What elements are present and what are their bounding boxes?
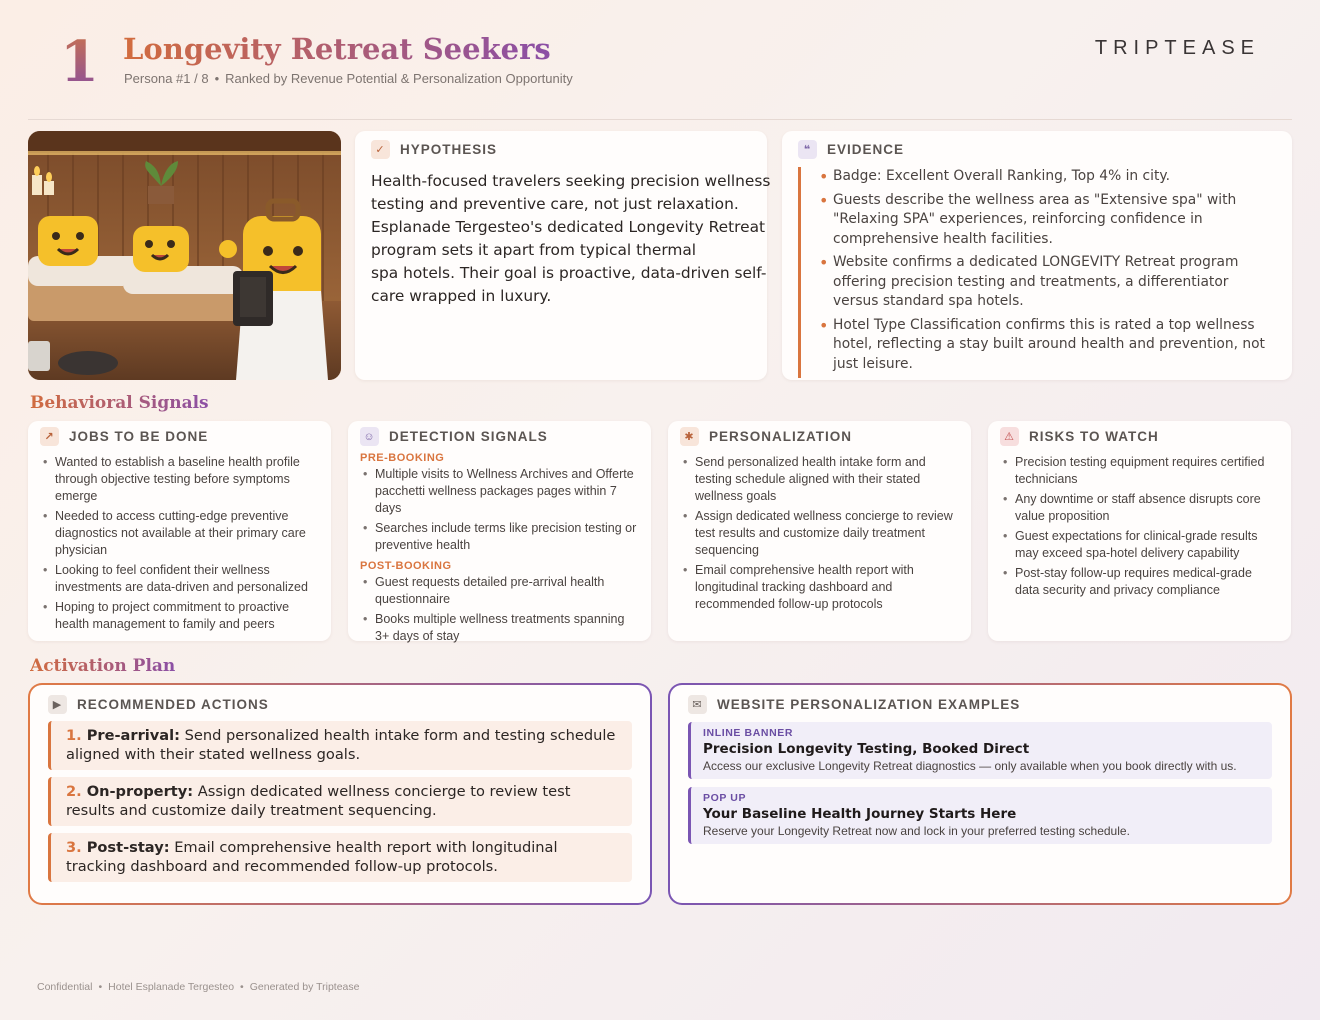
activation-plan-title: Activation Plan (30, 656, 176, 676)
list-item: • Precision testing equipment requires certified technicians (1000, 454, 1279, 488)
actions-heading: RECOMMENDED ACTIONS (77, 697, 269, 712)
list-item: • Guest requests detailed pre-arrival health questionnaire (360, 574, 639, 608)
website-personalization-card (668, 683, 1292, 905)
list-item: • Email comprehensive health report with longitudinal tracking dashboard and recommended follow-up protocols (680, 562, 959, 613)
action-label: Post-stay: (86, 839, 170, 856)
detection-signals-card (348, 421, 651, 641)
risks-card (988, 421, 1291, 641)
list-item: • Hoping to project commitment to proactive health management to family and peers (40, 599, 319, 633)
persona-illustration (28, 131, 341, 380)
header (0, 0, 1320, 120)
list-item: • Searches include terms like precision testing or preventive health (360, 520, 639, 554)
pre-booking-label: PRE-BOOKING (360, 452, 445, 464)
play-icon: ▶ (48, 695, 67, 714)
action-text: Send personalized health intake form and testing schedule aligned with their stated wellness goals. (66, 727, 616, 763)
spa-illustration-icon (28, 131, 341, 380)
list-item: • Any downtime or staff absence disrupts core value proposition (1000, 491, 1279, 525)
website-heading: WEBSITE PERSONALIZATION EXAMPLES (717, 697, 1021, 712)
hypothesis-heading: HYPOTHESIS (400, 142, 498, 157)
example-type: INLINE BANNER (703, 727, 794, 739)
page-title: Longevity Retreat Seekers (123, 32, 551, 66)
hypothesis-line: spa hotels. Their goal is proactive, data-driven self- (371, 264, 767, 282)
warning-icon: ⚠ (1000, 427, 1019, 446)
personalization-header (680, 427, 959, 446)
persona-counter: Persona #1 / 8 (124, 71, 209, 86)
detection-heading: DETECTION SIGNALS (389, 429, 548, 444)
hypothesis-header (371, 140, 751, 159)
evidence-list (815, 167, 1278, 374)
footer: Confidential • Hotel Esplanade Tergesteo • Generated by Triptease (37, 981, 360, 993)
action-number: 1. (66, 727, 82, 744)
jobs-header (40, 427, 319, 446)
footer-hotel: Hotel Esplanade Tergesteo (108, 981, 235, 993)
personalization-list (680, 454, 959, 613)
behavioral-signals-title: Behavioral Signals (30, 393, 209, 413)
evidence-card (782, 131, 1292, 380)
check-icon: ✓ (371, 140, 390, 159)
list-item: • Needed to access cutting-edge preventive diagnostics not available at their primary care physician (40, 508, 319, 559)
brand-logo: TRIPTEASE (1094, 37, 1260, 59)
action-number: 3. (66, 839, 82, 856)
jobs-heading: JOBS TO BE DONE (69, 429, 209, 444)
list-item: • Looking to feel confident their wellness investments are data-driven and personalized (40, 562, 319, 596)
example-body: Reserve your Longevity Retreat now and lock in your preferred testing schedule. (703, 824, 1130, 838)
list-item: • Send personalized health intake form and testing schedule aligned with their stated wellness goals (680, 454, 959, 505)
quote-icon: ❝ (798, 140, 817, 159)
jobs-to-be-done-card (28, 421, 331, 641)
footer-confidential: Confidential (37, 981, 93, 993)
action-label: Pre-arrival: (86, 727, 180, 744)
list-item: • Assign dedicated wellness concierge to review test results and customize daily treatment sequencing (680, 508, 959, 559)
evidence-item: • Guests describe the wellness area as "Extensive spa" with "Relaxing SPA" experiences, reinforcing confidence in comprehensive health facilities. (815, 191, 1278, 250)
hypothesis-card (355, 131, 771, 380)
action-item (48, 721, 632, 770)
example-headline: Precision Longevity Testing, Booked Direct (703, 741, 1030, 757)
page-subtitle: Persona #1 / 8 • Ranked by Revenue Potential & Personalization Opportunity (124, 71, 573, 86)
jobs-list (40, 454, 319, 633)
detection-header (360, 427, 639, 446)
list-item: • Multiple visits to Wellness Archives and Offerte pacchetti wellness packages pages within 7 days (360, 466, 639, 517)
action-label: On-property: (86, 783, 194, 800)
evidence-body (798, 167, 1278, 378)
mail-icon: ✉ (688, 695, 707, 714)
action-item (48, 777, 632, 826)
example-headline: Your Baseline Health Journey Starts Here (703, 806, 1017, 822)
list-item: • Post-stay follow-up requires medical-grade data security and privacy compliance (1000, 565, 1279, 599)
list-item: • Guest expectations for clinical-grade results may exceed spa-hotel delivery capability (1000, 528, 1279, 562)
example-body: Access our exclusive Longevity Retreat diagnostics — only available when you book directly with us. (703, 759, 1237, 773)
hypothesis-line: Health-focused travelers seeking precision wellness (371, 172, 771, 190)
footer-generated: Generated by Triptease (249, 981, 360, 993)
website-example (688, 787, 1272, 844)
evidence-header (798, 140, 1276, 159)
website-example (688, 722, 1272, 779)
example-type: POP UP (703, 792, 747, 804)
action-text: Email comprehensive health report with longitudinal tracking dashboard and recommended follow-up protocols. (66, 839, 558, 875)
arrow-up-right-icon: ↗ (40, 427, 59, 446)
action-text: Assign dedicated wellness concierge to review test results and customize daily treatment sequencing. (66, 783, 571, 819)
evidence-item: • Website confirms a dedicated LONGEVITY Retreat program offering precision testing and treatments, a differentiator versus standard spa hotels. (815, 253, 1278, 312)
pre-booking-list (360, 466, 639, 554)
smile-icon: ☺ (360, 427, 379, 446)
persona-number: 1 (60, 29, 99, 95)
risks-list (1000, 454, 1279, 599)
recommended-actions-card (28, 683, 652, 905)
personalization-heading: PERSONALIZATION (709, 429, 852, 444)
header-divider (28, 119, 1292, 120)
hypothesis-line: Esplanade Tergesteo's dedicated Longevity Retreat (371, 218, 766, 236)
action-item (48, 833, 632, 882)
post-booking-label: POST-BOOKING (360, 560, 452, 572)
hypothesis-line: testing and preventive care, not just relaxation. (371, 195, 739, 213)
list-item: • Wanted to establish a baseline health profile through objective testing before symptoms emerge (40, 454, 319, 505)
post-booking-list (360, 574, 639, 645)
personalization-card (668, 421, 971, 641)
hypothesis-text (371, 170, 771, 308)
list-item: • Books multiple wellness treatments spanning 3+ days of stay (360, 611, 639, 645)
ranking-note: Ranked by Revenue Potential & Personalization Opportunity (225, 71, 573, 86)
evidence-item: • Hotel Type Classification confirms this is rated a top wellness hotel, reflecting a stay built around health and prevention, not just leisure. (815, 316, 1278, 375)
actions-header (48, 695, 632, 714)
action-number: 2. (66, 783, 82, 800)
website-header (688, 695, 1272, 714)
hypothesis-line: care wrapped in luxury. (371, 287, 552, 305)
risks-heading: RISKS TO WATCH (1029, 429, 1159, 444)
hypothesis-line: program sets it apart from typical thermal (371, 241, 697, 259)
evidence-item: • Badge: Excellent Overall Ranking, Top 4% in city. (815, 167, 1278, 187)
risks-header (1000, 427, 1279, 446)
evidence-heading: EVIDENCE (827, 142, 905, 157)
sparkle-icon: ✱ (680, 427, 699, 446)
